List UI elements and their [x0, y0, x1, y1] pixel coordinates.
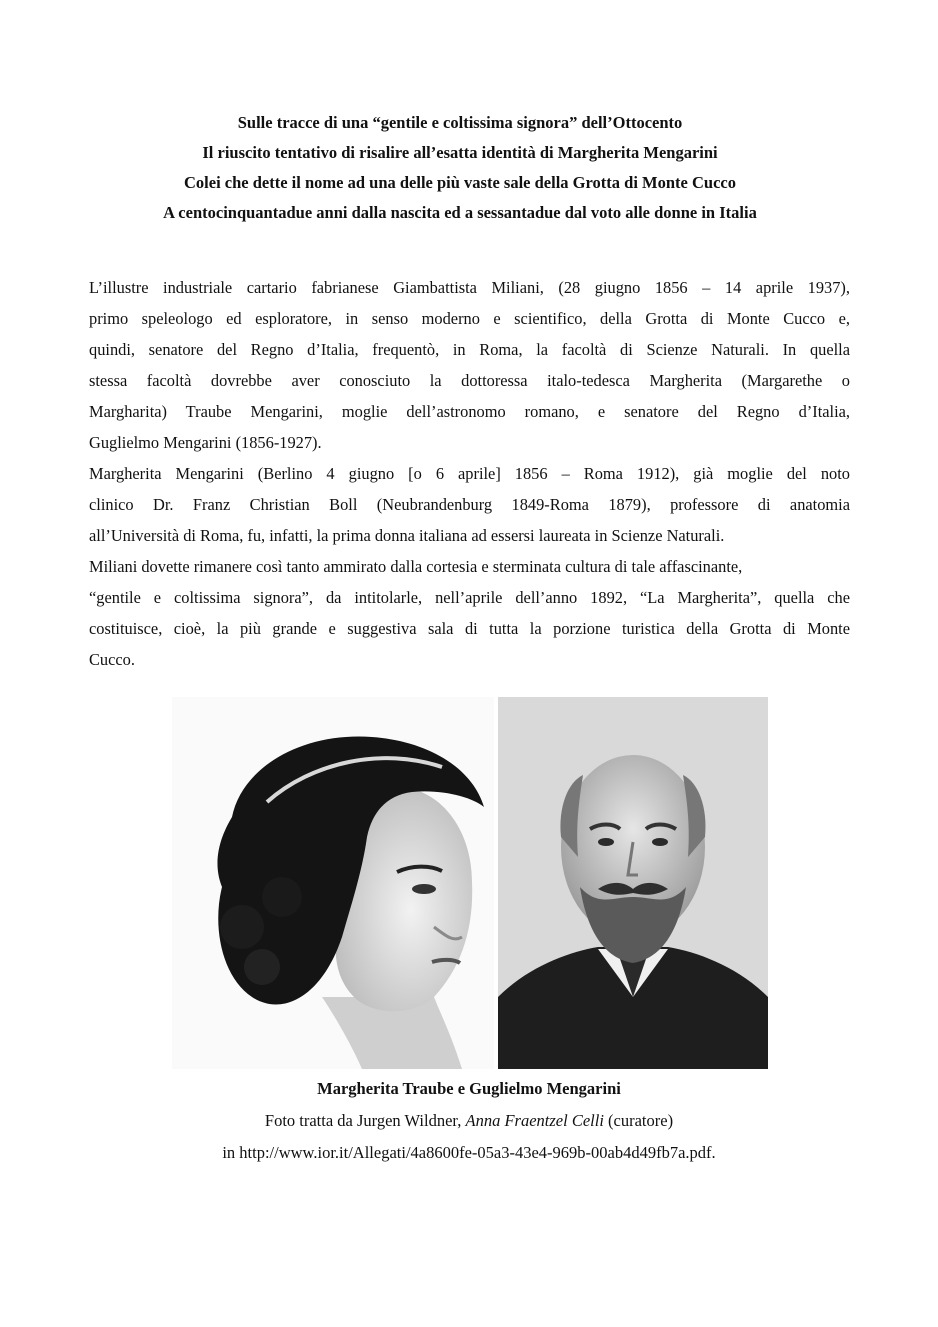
portrait-margherita-traube — [172, 697, 494, 1069]
caption-link-line: in http://www.ior.it/Allegati/4a8600fe-05a3-43e4-969b-00ab4d49fb7a.pdf. — [222, 1143, 716, 1162]
paragraph — [89, 458, 850, 551]
portrait-photos — [172, 697, 768, 1069]
caption-title: Margherita Traube e Guglielmo Mengarini — [317, 1079, 621, 1098]
text-line: all’Università di Roma, fu, infatti, la prima donna italiana ad essersi laureata in Scienze Naturali. — [89, 526, 725, 545]
heading-line: Il riuscito tentativo di risalire all’esatta identità di Margherita Mengarini — [202, 143, 718, 162]
text-line: clinico Dr. Franz Christian Boll (Neubrandenburg 1849-Roma 1879), professore di anatomia — [89, 495, 850, 514]
portrait-guglielmo-mengarini — [498, 697, 768, 1069]
text-line: quindi, senatore del Regno d’Italia, frequentò, in Roma, la facoltà di Scienze Naturali. In quella — [89, 340, 850, 359]
heading-line: Colei che dette il nome ad una delle più vaste sale della Grotta di Monte Cucco — [184, 173, 736, 192]
caption-source-title: Anna Fraentzel Celli — [465, 1111, 604, 1130]
text-line: “gentile e coltissima signora”, da intitolarle, nell’aprile dell’anno 1892, “La Margherita”, quella che — [89, 588, 850, 607]
article-body — [89, 272, 850, 675]
text-line: L’illustre industriale cartario fabrianese Giambattista Miliani, (28 giugno 1856 – 14 aprile 1937), — [89, 278, 850, 297]
text-line: Margherita Mengarini (Berlino 4 giugno [o 6 aprile] 1856 – Roma 1912), già moglie del noto — [89, 464, 850, 483]
caption-source — [100, 1105, 838, 1137]
photo-caption — [100, 1073, 838, 1169]
text-line: primo speleologo ed esploratore, in senso moderno e scientifico, della Grotta di Monte Cucco e, — [89, 309, 850, 328]
caption-source-prefix: Foto tratta da Jurgen Wildner, — [264, 1111, 466, 1130]
text-line: stessa facoltà dovrebbe aver conosciuto la dottoressa italo-tedesca Margherita (Margarethe o — [89, 371, 850, 390]
document-heading — [60, 108, 860, 228]
heading-line: Sulle tracce di una “gentile e coltissima signora” dell’Ottocento — [237, 113, 683, 132]
text-line: Guglielmo Mengarini (1856-1927). — [89, 433, 322, 452]
paragraph — [89, 272, 850, 458]
text-line: costituisce, cioè, la più grande e suggestiva sala di tutta la porzione turistica della Grotta di Monte — [89, 619, 850, 638]
heading-line: A centocinquantadue anni dalla nascita ed a sessantadue dal voto alle donne in Italia — [163, 203, 757, 222]
text-line: Margharita) Traube Mengarini, moglie dell’astronomo romano, e senatore del Regno d’Italia, — [89, 402, 850, 421]
text-line: Miliani dovette rimanere così tanto ammirato dalla cortesia e sterminata cultura di tale affascinante, — [89, 557, 743, 576]
paragraph — [89, 551, 850, 675]
text-line: Cucco. — [89, 650, 135, 669]
caption-source-suffix: (curatore) — [603, 1111, 674, 1130]
